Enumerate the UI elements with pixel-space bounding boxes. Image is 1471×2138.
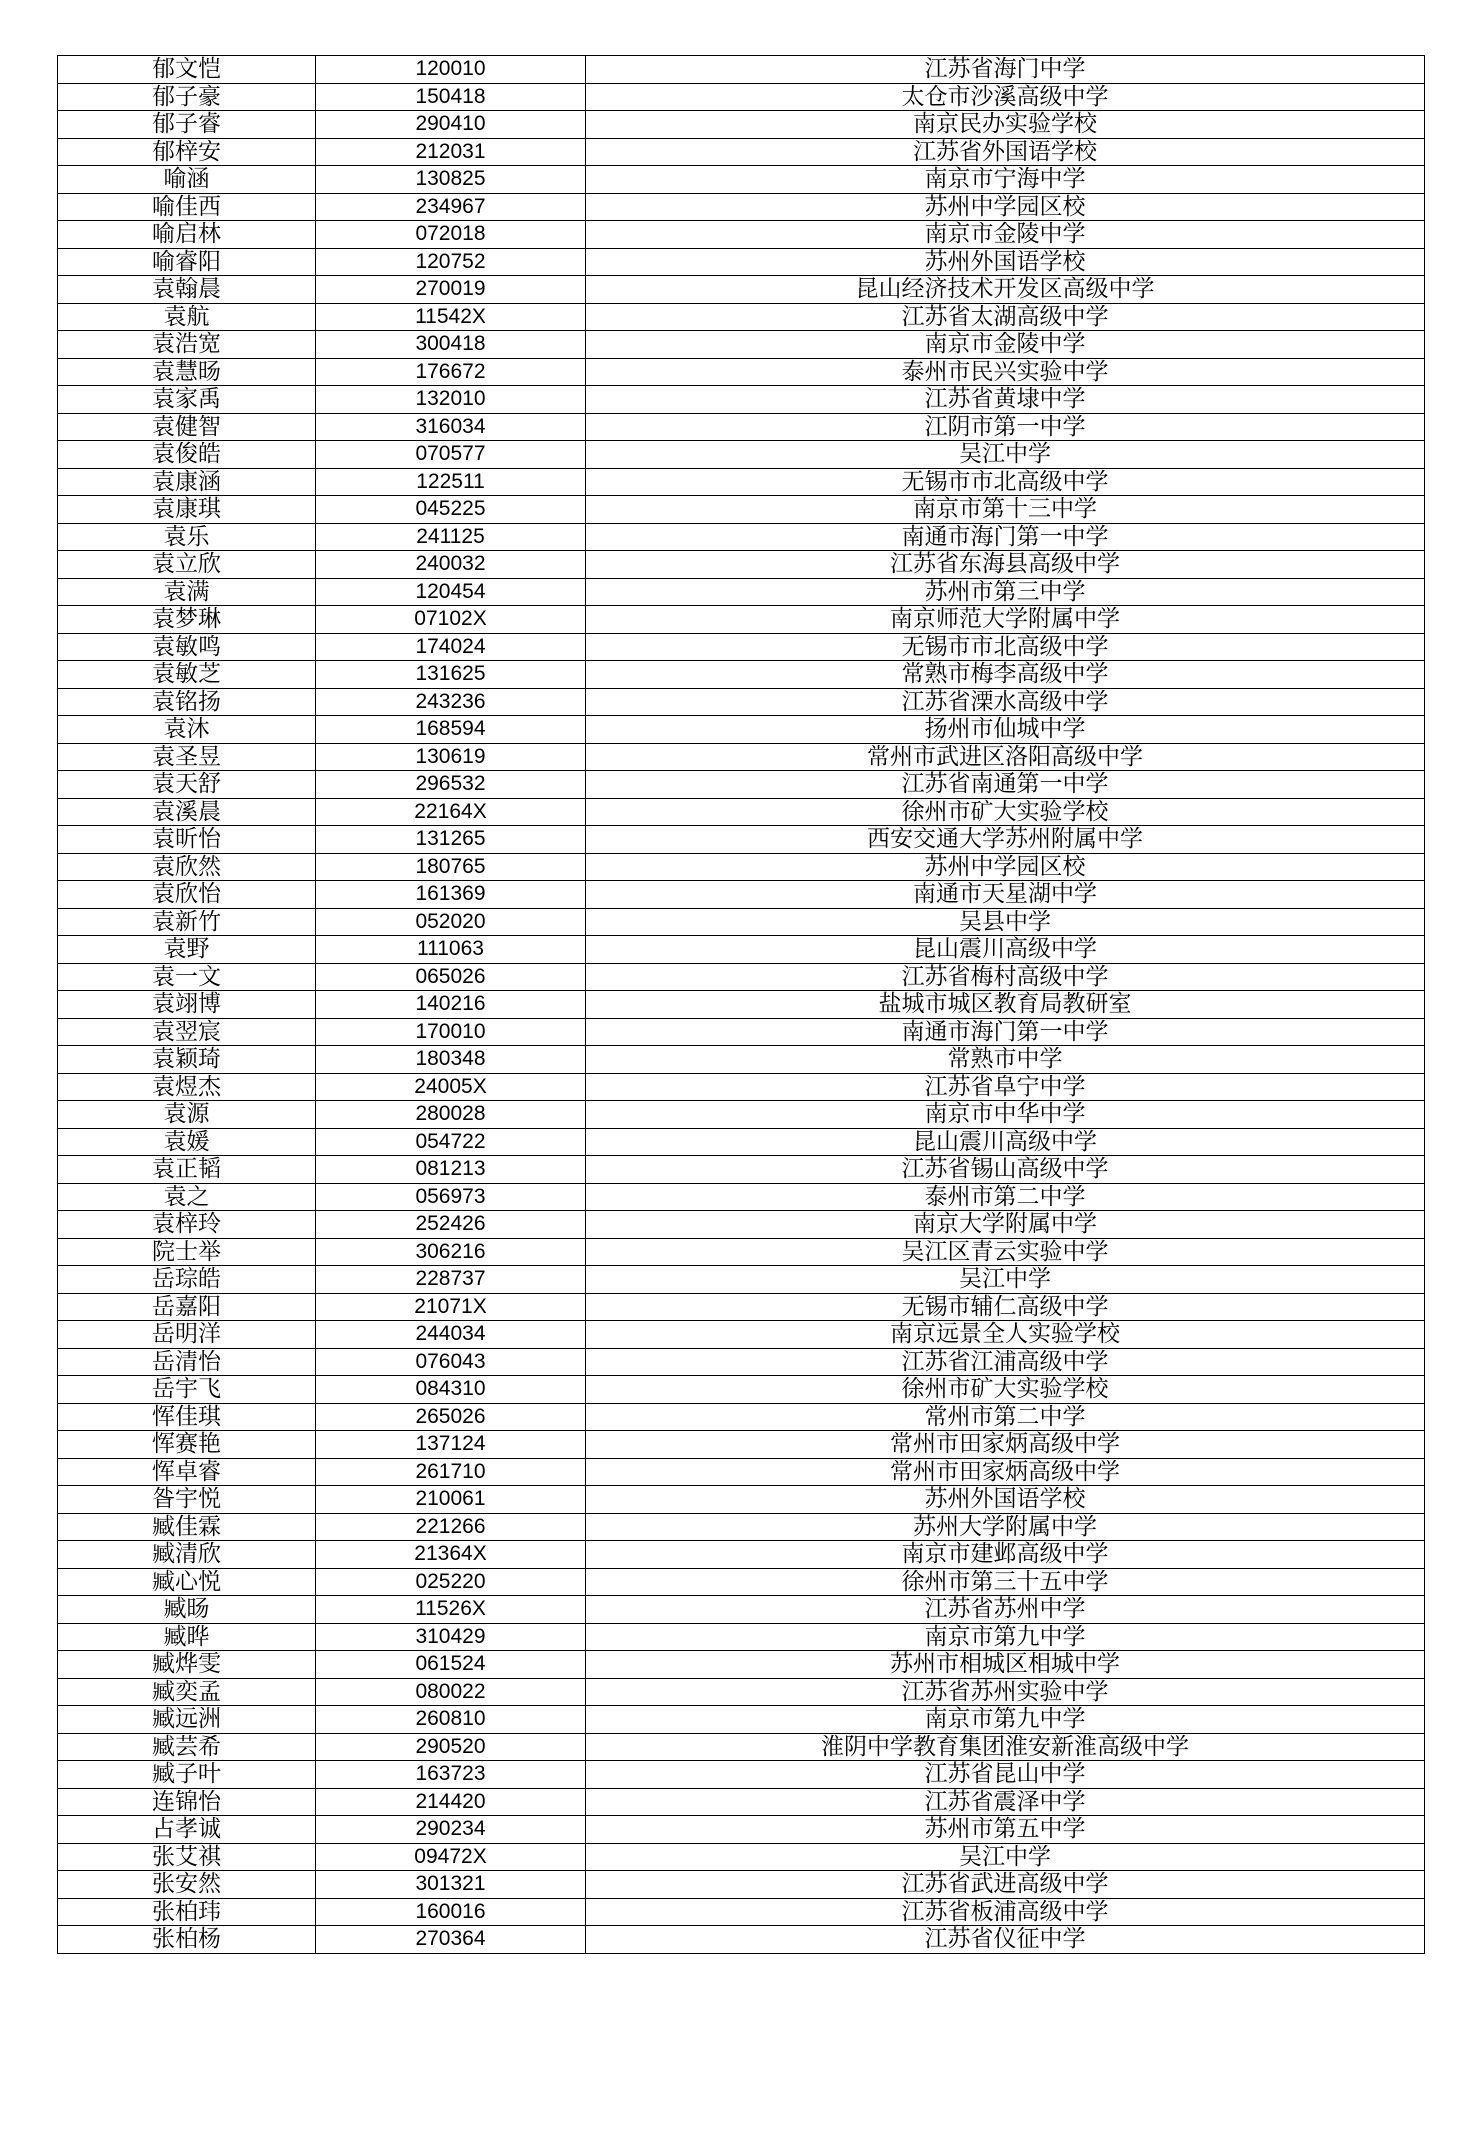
school-name-cell: 昆山震川高级中学: [586, 1128, 1425, 1156]
student-name-cell: 恽赛艳: [58, 1431, 316, 1459]
school-name-cell: 南京市建邺高级中学: [586, 1541, 1425, 1569]
school-name-cell: 常熟市梅李高级中学: [586, 661, 1425, 689]
student-name-cell: 袁敏芝: [58, 661, 316, 689]
student-id-cell: 056973: [316, 1183, 586, 1211]
school-name-cell: 吴江中学: [586, 1843, 1425, 1871]
school-name-cell: 江苏省苏州实验中学: [586, 1678, 1425, 1706]
school-name-cell: 苏州外国语学校: [586, 1486, 1425, 1514]
table-row: [58, 221, 1425, 249]
table-row: [58, 551, 1425, 579]
student-id-cell: 072018: [316, 221, 586, 249]
table-row: [58, 248, 1425, 276]
student-id-cell: 21071X: [316, 1293, 586, 1321]
student-name-cell: 袁梦琳: [58, 606, 316, 634]
school-name-cell: 南京市第九中学: [586, 1623, 1425, 1651]
student-name-cell: 臧晔: [58, 1623, 316, 1651]
table-row: [58, 826, 1425, 854]
student-name-cell: 袁正韬: [58, 1156, 316, 1184]
student-id-cell: 252426: [316, 1211, 586, 1239]
student-name-cell: 袁天舒: [58, 771, 316, 799]
school-name-cell: 江阴市第一中学: [586, 413, 1425, 441]
student-id-cell: 270364: [316, 1926, 586, 1954]
student-id-cell: 244034: [316, 1321, 586, 1349]
table-row: [58, 661, 1425, 689]
student-id-cell: 120010: [316, 56, 586, 84]
student-name-cell: 袁溪晨: [58, 798, 316, 826]
student-id-cell: 140216: [316, 991, 586, 1019]
table-row: [58, 1321, 1425, 1349]
student-name-cell: 昝宇悦: [58, 1486, 316, 1514]
table-row: [58, 1458, 1425, 1486]
student-name-cell: 袁康琪: [58, 496, 316, 524]
table-row: [58, 496, 1425, 524]
student-name-cell: 占孝诚: [58, 1816, 316, 1844]
table-row: [58, 413, 1425, 441]
school-name-cell: 吴江中学: [586, 1266, 1425, 1294]
table-row: [58, 1486, 1425, 1514]
table-row: [58, 578, 1425, 606]
school-name-cell: 南京市金陵中学: [586, 221, 1425, 249]
table-row: [58, 1238, 1425, 1266]
table-row: [58, 1623, 1425, 1651]
student-id-cell: 221266: [316, 1513, 586, 1541]
student-name-cell: 袁新竹: [58, 908, 316, 936]
table-row: [58, 743, 1425, 771]
school-name-cell: 常州市第二中学: [586, 1403, 1425, 1431]
school-name-cell: 江苏省外国语学校: [586, 138, 1425, 166]
student-id-cell: 306216: [316, 1238, 586, 1266]
table-row: [58, 56, 1425, 84]
student-id-cell: 300418: [316, 331, 586, 359]
table-row: [58, 1348, 1425, 1376]
student-name-cell: 院士举: [58, 1238, 316, 1266]
student-id-cell: 170010: [316, 1018, 586, 1046]
school-name-cell: 江苏省太湖高级中学: [586, 303, 1425, 331]
table-row: [58, 1651, 1425, 1679]
school-name-cell: 常熟市中学: [586, 1046, 1425, 1074]
student-name-cell: 袁慧旸: [58, 358, 316, 386]
student-name-cell: 袁欣然: [58, 853, 316, 881]
school-name-cell: 南京远景全人实验学校: [586, 1321, 1425, 1349]
student-id-cell: 168594: [316, 716, 586, 744]
table-row: [58, 1073, 1425, 1101]
student-id-cell: 122511: [316, 468, 586, 496]
school-name-cell: 江苏省武进高级中学: [586, 1871, 1425, 1899]
school-name-cell: 江苏省阜宁中学: [586, 1073, 1425, 1101]
student-name-cell: 岳清怡: [58, 1348, 316, 1376]
school-name-cell: 南京市第十三中学: [586, 496, 1425, 524]
student-id-cell: 180765: [316, 853, 586, 881]
student-name-cell: 袁颖琦: [58, 1046, 316, 1074]
table-row: [58, 358, 1425, 386]
student-id-cell: 290234: [316, 1816, 586, 1844]
student-id-cell: 280028: [316, 1101, 586, 1129]
school-name-cell: 常州市田家炳高级中学: [586, 1458, 1425, 1486]
student-id-cell: 212031: [316, 138, 586, 166]
table-row: [58, 963, 1425, 991]
table-row: [58, 1761, 1425, 1789]
school-name-cell: 江苏省江浦高级中学: [586, 1348, 1425, 1376]
table-row: [58, 138, 1425, 166]
table-row: [58, 1183, 1425, 1211]
student-name-cell: 恽卓睿: [58, 1458, 316, 1486]
school-name-cell: 无锡市市北高级中学: [586, 468, 1425, 496]
student-id-cell: 081213: [316, 1156, 586, 1184]
table-row: [58, 633, 1425, 661]
student-id-cell: 163723: [316, 1761, 586, 1789]
student-name-cell: 臧心悦: [58, 1568, 316, 1596]
table-row: [58, 1018, 1425, 1046]
student-name-cell: 袁立欣: [58, 551, 316, 579]
student-name-cell: 张艾祺: [58, 1843, 316, 1871]
student-name-cell: 郁文恺: [58, 56, 316, 84]
table-row: [58, 688, 1425, 716]
student-id-cell: 111063: [316, 936, 586, 964]
student-id-cell: 176672: [316, 358, 586, 386]
student-id-cell: 025220: [316, 1568, 586, 1596]
table-row: [58, 193, 1425, 221]
student-id-cell: 070577: [316, 441, 586, 469]
student-name-cell: 张柏玮: [58, 1898, 316, 1926]
school-name-cell: 江苏省东海县高级中学: [586, 551, 1425, 579]
table-row: [58, 111, 1425, 139]
school-name-cell: 苏州市第五中学: [586, 1816, 1425, 1844]
table-row: [58, 1926, 1425, 1954]
student-id-cell: 045225: [316, 496, 586, 524]
student-name-cell: 袁家禹: [58, 386, 316, 414]
student-id-cell: 052020: [316, 908, 586, 936]
student-name-cell: 袁翊博: [58, 991, 316, 1019]
student-id-cell: 131625: [316, 661, 586, 689]
table-row: [58, 523, 1425, 551]
school-name-cell: 无锡市辅仁高级中学: [586, 1293, 1425, 1321]
table-row: [58, 1898, 1425, 1926]
student-name-cell: 袁俊皓: [58, 441, 316, 469]
school-name-cell: 盐城市城区教育局教研室: [586, 991, 1425, 1019]
student-name-cell: 臧芸希: [58, 1733, 316, 1761]
student-name-cell: 喻睿阳: [58, 248, 316, 276]
table-row: [58, 1733, 1425, 1761]
student-id-cell: 240032: [316, 551, 586, 579]
student-name-cell: 袁沐: [58, 716, 316, 744]
student-name-cell: 恽佳琪: [58, 1403, 316, 1431]
table-row: [58, 1293, 1425, 1321]
school-name-cell: 泰州市民兴实验中学: [586, 358, 1425, 386]
student-id-cell: 310429: [316, 1623, 586, 1651]
student-name-cell: 臧佳霖: [58, 1513, 316, 1541]
school-name-cell: 苏州外国语学校: [586, 248, 1425, 276]
student-id-cell: 261710: [316, 1458, 586, 1486]
table-row: [58, 1376, 1425, 1404]
student-id-cell: 130619: [316, 743, 586, 771]
school-name-cell: 淮阴中学教育集团淮安新淮高级中学: [586, 1733, 1425, 1761]
school-name-cell: 徐州市矿大实验学校: [586, 798, 1425, 826]
table-row: [58, 83, 1425, 111]
student-name-cell: 臧旸: [58, 1596, 316, 1624]
school-name-cell: 南京民办实验学校: [586, 111, 1425, 139]
student-name-cell: 郁梓安: [58, 138, 316, 166]
school-name-cell: 无锡市市北高级中学: [586, 633, 1425, 661]
school-name-cell: 苏州中学园区校: [586, 853, 1425, 881]
table-row: [58, 881, 1425, 909]
student-name-cell: 臧烨雯: [58, 1651, 316, 1679]
table-row: [58, 1431, 1425, 1459]
school-name-cell: 江苏省苏州中学: [586, 1596, 1425, 1624]
student-id-cell: 061524: [316, 1651, 586, 1679]
student-name-cell: 岳明洋: [58, 1321, 316, 1349]
table-row: [58, 276, 1425, 304]
table-row: [58, 303, 1425, 331]
student-id-cell: 290410: [316, 111, 586, 139]
table-row: [58, 1101, 1425, 1129]
student-name-cell: 喻启林: [58, 221, 316, 249]
school-name-cell: 苏州大学附属中学: [586, 1513, 1425, 1541]
student-name-cell: 袁满: [58, 578, 316, 606]
school-name-cell: 南京市第九中学: [586, 1706, 1425, 1734]
table-row: [58, 1046, 1425, 1074]
student-name-cell: 连锦怡: [58, 1788, 316, 1816]
student-name-cell: 袁航: [58, 303, 316, 331]
table-row: [58, 1816, 1425, 1844]
school-name-cell: 江苏省锡山高级中学: [586, 1156, 1425, 1184]
table-row: [58, 1156, 1425, 1184]
table-row: [58, 716, 1425, 744]
school-name-cell: 南通市海门第一中学: [586, 523, 1425, 551]
school-name-cell: 南京市宁海中学: [586, 166, 1425, 194]
table-row: [58, 798, 1425, 826]
school-name-cell: 江苏省仪征中学: [586, 1926, 1425, 1954]
student-name-cell: 袁乐: [58, 523, 316, 551]
student-name-cell: 郁子豪: [58, 83, 316, 111]
table-row: [58, 1403, 1425, 1431]
student-name-cell: 岳嘉阳: [58, 1293, 316, 1321]
student-id-cell: 316034: [316, 413, 586, 441]
table-row: [58, 166, 1425, 194]
school-name-cell: 昆山震川高级中学: [586, 936, 1425, 964]
school-name-cell: 江苏省板浦高级中学: [586, 1898, 1425, 1926]
school-name-cell: 泰州市第二中学: [586, 1183, 1425, 1211]
student-name-cell: 袁媛: [58, 1128, 316, 1156]
table-row: [58, 386, 1425, 414]
table-row: [58, 468, 1425, 496]
student-name-cell: 袁之: [58, 1183, 316, 1211]
student-id-cell: 065026: [316, 963, 586, 991]
student-name-cell: 袁敏鸣: [58, 633, 316, 661]
student-name-cell: 袁一文: [58, 963, 316, 991]
table-row: [58, 1871, 1425, 1899]
student-id-cell: 228737: [316, 1266, 586, 1294]
student-id-cell: 174024: [316, 633, 586, 661]
school-name-cell: 吴江区青云实验中学: [586, 1238, 1425, 1266]
school-name-cell: 太仓市沙溪高级中学: [586, 83, 1425, 111]
student-id-cell: 120454: [316, 578, 586, 606]
table-row: [58, 908, 1425, 936]
student-name-cell: 袁昕怡: [58, 826, 316, 854]
table-row: [58, 1541, 1425, 1569]
school-name-cell: 江苏省昆山中学: [586, 1761, 1425, 1789]
student-name-cell: 臧奕孟: [58, 1678, 316, 1706]
school-name-cell: 江苏省南通第一中学: [586, 771, 1425, 799]
student-name-cell: 张安然: [58, 1871, 316, 1899]
student-name-cell: 岳宇飞: [58, 1376, 316, 1404]
student-id-cell: 243236: [316, 688, 586, 716]
student-name-cell: 袁翌宸: [58, 1018, 316, 1046]
table-row: [58, 1678, 1425, 1706]
school-name-cell: 南通市天星湖中学: [586, 881, 1425, 909]
student-id-cell: 132010: [316, 386, 586, 414]
school-name-cell: 扬州市仙城中学: [586, 716, 1425, 744]
student-id-cell: 130825: [316, 166, 586, 194]
student-id-cell: 210061: [316, 1486, 586, 1514]
school-name-cell: 江苏省震泽中学: [586, 1788, 1425, 1816]
student-name-cell: 岳琮皓: [58, 1266, 316, 1294]
roster-body: [58, 56, 1425, 1954]
school-name-cell: 南京师范大学附属中学: [586, 606, 1425, 634]
student-name-cell: 袁铭扬: [58, 688, 316, 716]
student-name-cell: 袁梓玲: [58, 1211, 316, 1239]
student-id-cell: 160016: [316, 1898, 586, 1926]
student-name-cell: 袁翰晨: [58, 276, 316, 304]
table-row: [58, 606, 1425, 634]
student-roster-table: [57, 55, 1425, 1954]
table-row: [58, 991, 1425, 1019]
school-name-cell: 常州市田家炳高级中学: [586, 1431, 1425, 1459]
student-name-cell: 袁欣怡: [58, 881, 316, 909]
table-row: [58, 331, 1425, 359]
school-name-cell: 苏州市第三中学: [586, 578, 1425, 606]
school-name-cell: 江苏省黄埭中学: [586, 386, 1425, 414]
student-id-cell: 21364X: [316, 1541, 586, 1569]
student-name-cell: 喻佳西: [58, 193, 316, 221]
student-name-cell: 袁源: [58, 1101, 316, 1129]
student-id-cell: 076043: [316, 1348, 586, 1376]
school-name-cell: 苏州市相城区相城中学: [586, 1651, 1425, 1679]
school-name-cell: 西安交通大学苏州附属中学: [586, 826, 1425, 854]
student-name-cell: 郁子睿: [58, 111, 316, 139]
student-id-cell: 161369: [316, 881, 586, 909]
student-id-cell: 241125: [316, 523, 586, 551]
student-id-cell: 301321: [316, 1871, 586, 1899]
student-name-cell: 袁健智: [58, 413, 316, 441]
student-name-cell: 张柏杨: [58, 1926, 316, 1954]
student-id-cell: 290520: [316, 1733, 586, 1761]
school-name-cell: 徐州市第三十五中学: [586, 1568, 1425, 1596]
table-row: [58, 1513, 1425, 1541]
table-row: [58, 1843, 1425, 1871]
table-row: [58, 1128, 1425, 1156]
student-id-cell: 09472X: [316, 1843, 586, 1871]
student-name-cell: 袁康涵: [58, 468, 316, 496]
student-name-cell: 袁野: [58, 936, 316, 964]
table-row: [58, 1596, 1425, 1624]
student-id-cell: 265026: [316, 1403, 586, 1431]
table-row: [58, 1706, 1425, 1734]
table-row: [58, 771, 1425, 799]
school-name-cell: 吴江中学: [586, 441, 1425, 469]
table-row: [58, 1788, 1425, 1816]
school-name-cell: 南京市中华中学: [586, 1101, 1425, 1129]
student-id-cell: 150418: [316, 83, 586, 111]
student-id-cell: 080022: [316, 1678, 586, 1706]
school-name-cell: 苏州中学园区校: [586, 193, 1425, 221]
table-row: [58, 853, 1425, 881]
school-name-cell: 江苏省海门中学: [586, 56, 1425, 84]
student-id-cell: 120752: [316, 248, 586, 276]
student-name-cell: 臧清欣: [58, 1541, 316, 1569]
student-id-cell: 296532: [316, 771, 586, 799]
student-id-cell: 11542X: [316, 303, 586, 331]
school-name-cell: 南通市海门第一中学: [586, 1018, 1425, 1046]
school-name-cell: 江苏省梅村高级中学: [586, 963, 1425, 991]
school-name-cell: 南京市金陵中学: [586, 331, 1425, 359]
table-row: [58, 1568, 1425, 1596]
student-id-cell: 137124: [316, 1431, 586, 1459]
student-name-cell: 袁圣昱: [58, 743, 316, 771]
student-id-cell: 084310: [316, 1376, 586, 1404]
student-id-cell: 180348: [316, 1046, 586, 1074]
student-name-cell: 袁浩宽: [58, 331, 316, 359]
table-row: [58, 1266, 1425, 1294]
student-id-cell: 270019: [316, 276, 586, 304]
student-name-cell: 喻涵: [58, 166, 316, 194]
student-id-cell: 07102X: [316, 606, 586, 634]
student-id-cell: 054722: [316, 1128, 586, 1156]
student-id-cell: 22164X: [316, 798, 586, 826]
student-name-cell: 袁煜杰: [58, 1073, 316, 1101]
student-id-cell: 234967: [316, 193, 586, 221]
student-id-cell: 24005X: [316, 1073, 586, 1101]
student-name-cell: 臧远洲: [58, 1706, 316, 1734]
school-name-cell: 徐州市矿大实验学校: [586, 1376, 1425, 1404]
table-row: [58, 1211, 1425, 1239]
school-name-cell: 昆山经济技术开发区高级中学: [586, 276, 1425, 304]
student-id-cell: 260810: [316, 1706, 586, 1734]
table-row: [58, 441, 1425, 469]
school-name-cell: 南京大学附属中学: [586, 1211, 1425, 1239]
table-row: [58, 936, 1425, 964]
school-name-cell: 江苏省溧水高级中学: [586, 688, 1425, 716]
school-name-cell: 吴县中学: [586, 908, 1425, 936]
student-id-cell: 131265: [316, 826, 586, 854]
student-name-cell: 臧子叶: [58, 1761, 316, 1789]
student-id-cell: 214420: [316, 1788, 586, 1816]
student-id-cell: 11526X: [316, 1596, 586, 1624]
school-name-cell: 常州市武进区洛阳高级中学: [586, 743, 1425, 771]
